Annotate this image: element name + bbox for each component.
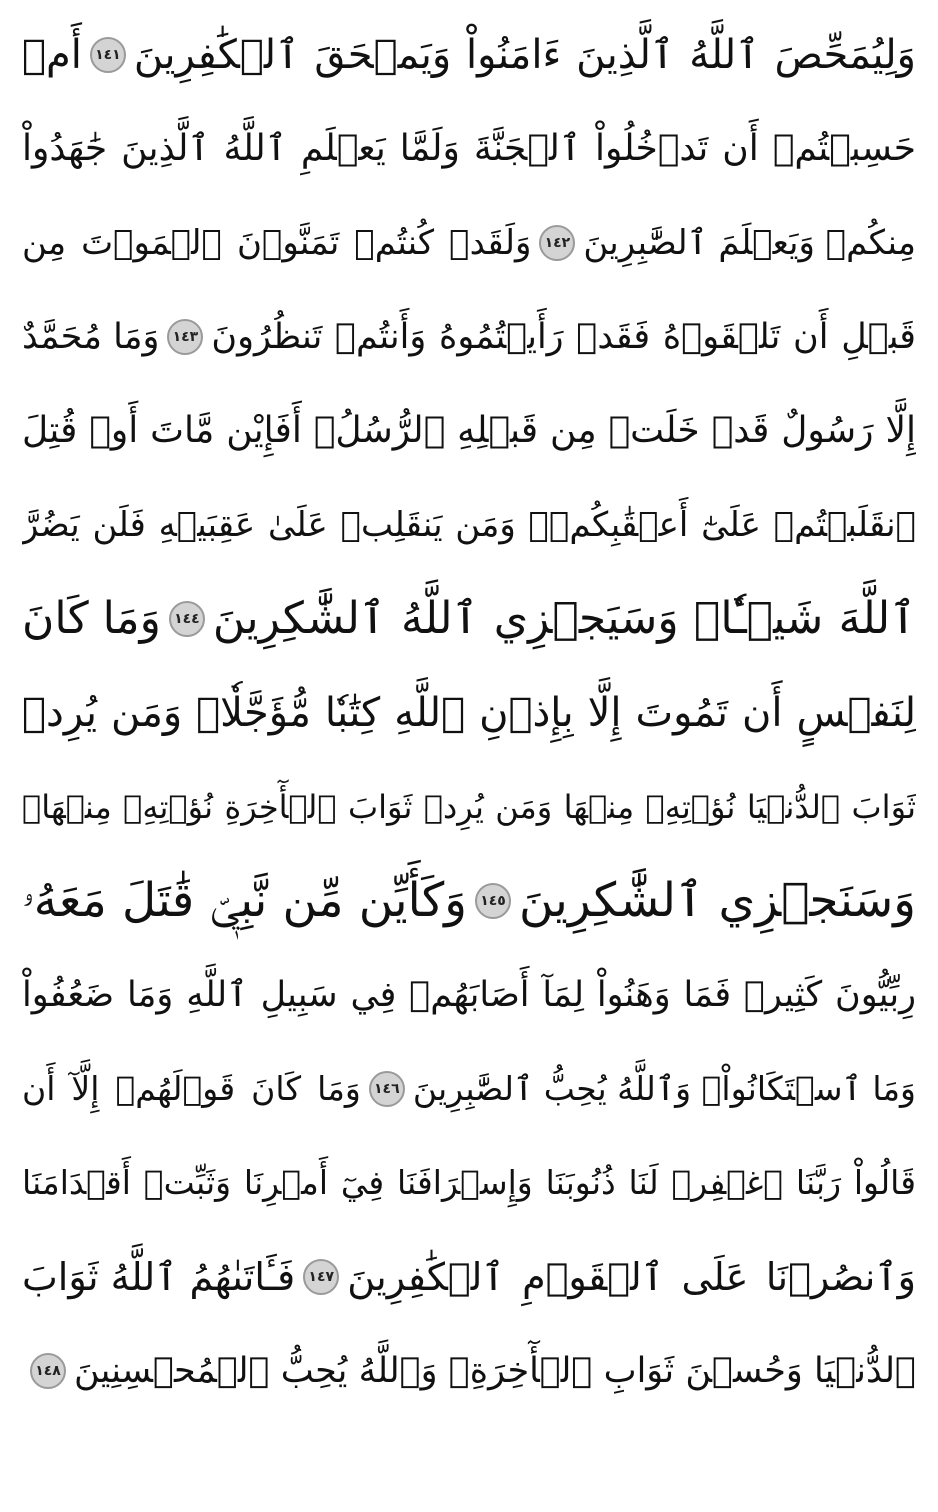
ayah-number-marker: ١٤٤ bbox=[169, 601, 205, 637]
verse-text-after: فَـَٔاتَىٰهُمُ ٱللَّهُ ثَوَابَ bbox=[22, 1255, 296, 1299]
verse-text-after: وَكَأَيِّن مِّن نَّبِيّٖ قَٰتَلَ مَعَهُۥ bbox=[22, 873, 467, 928]
text-line bbox=[22, 1230, 916, 1324]
text-line bbox=[22, 572, 916, 666]
verse-text-after: وَمَا كَانَ قَوۡلَهُمۡ إِلَّآ أَن bbox=[22, 1069, 361, 1108]
ayah-number-marker: ١٤٧ bbox=[303, 1259, 339, 1295]
verse-text: رِبِّيُّونَ كَثِيرٞ فَمَا وَهَنُواْ لِمَآ أَصَابَهُمۡ فِي سَبِيلِ ٱللَّهِ وَمَا ضَعُفُواْ bbox=[22, 975, 916, 1015]
verse-text: ٱللَّهَ شَيۡـٔٗاۗ وَسَيَجۡزِي ٱللَّهُ ٱلشَّٰكِرِينَ bbox=[212, 593, 916, 644]
text-line bbox=[22, 196, 916, 290]
verse-text: وَلِيُمَحِّصَ ٱللَّهُ ٱلَّذِينَ ءَامَنُواْ وَيَمۡحَقَ ٱلۡكَٰفِرِينَ bbox=[133, 32, 916, 78]
verse-text-after: أَمۡ bbox=[22, 32, 82, 78]
text-line bbox=[22, 1324, 916, 1418]
verse-text: وَسَنَجۡزِي ٱلشَّٰكِرِينَ bbox=[519, 873, 916, 928]
ayah-number-marker: ١٤٣ bbox=[167, 319, 203, 355]
text-line bbox=[22, 8, 916, 102]
text-line bbox=[22, 666, 916, 760]
verse-text: قَالُواْ رَبَّنَا ٱغۡفِرۡ لَنَا ذُنُوبَنَا وَإِسۡرَافَنَا فِيٓ أَمۡرِنَا وَثَبِّتۡ أَقۡدَامَنَا bbox=[22, 1163, 916, 1202]
text-line bbox=[22, 478, 916, 572]
verse-text: ٱلدُّنۡيَا وَحُسۡنَ ثَوَابِ ٱلۡأٓخِرَةِۗ وَٱللَّهُ يُحِبُّ ٱلۡمُحۡسِنِينَ bbox=[74, 1351, 916, 1391]
text-line bbox=[22, 1042, 916, 1136]
text-line bbox=[22, 854, 916, 948]
ayah-number-marker: ١٤٦ bbox=[369, 1071, 405, 1107]
verse-text: مِنكُمۡ وَيَعۡلَمَ ٱلصَّٰبِرِينَ bbox=[583, 223, 916, 263]
verse-text-after: وَمَا كَانَ bbox=[22, 593, 161, 644]
text-line bbox=[22, 760, 916, 854]
text-line bbox=[22, 384, 916, 478]
verse-text: لِنَفۡسٍ أَن تَمُوتَ إِلَّا بِإِذۡنِ ٱللَّهِ كِتَٰبٗا مُّؤَجَّلٗاۗ وَمَن يُرِدۡ bbox=[22, 690, 916, 736]
verse-text-after: وَلَقَدۡ كُنتُمۡ تَمَنَّوۡنَ ٱلۡمَوۡتَ مِن bbox=[22, 223, 532, 263]
ayah-number-marker: ١٤٨ bbox=[30, 1353, 66, 1389]
ayah-number-marker: ١٤٢ bbox=[539, 225, 575, 261]
ayah-number-marker: ١٤٥ bbox=[475, 883, 511, 919]
verse-text: حَسِبۡتُمۡ أَن تَدۡخُلُواْ ٱلۡجَنَّةَ وَلَمَّا يَعۡلَمِ ٱللَّهُ ٱلَّذِينَ جَٰهَدُواْ bbox=[22, 128, 916, 169]
verse-text: ثَوَابَ ٱلدُّنۡيَا نُؤۡتِهِۦ مِنۡهَا وَمَن يُرِدۡ ثَوَابَ ٱلۡأٓخِرَةِ نُؤۡتِهِۦ مِنۡهَاۚ bbox=[22, 788, 916, 826]
verse-text: قَبۡلِ أَن تَلۡقَوۡهُ فَقَدۡ رَأَيۡتُمُوهُ وَأَنتُمۡ تَنظُرُونَ bbox=[211, 317, 916, 357]
verse-text: وَمَا ٱسۡتَكَانُواْۗ وَٱللَّهُ يُحِبُّ ٱلصَّٰبِرِينَ bbox=[412, 1069, 916, 1108]
text-line bbox=[22, 948, 916, 1042]
text-line bbox=[22, 102, 916, 196]
verse-text: وَٱنصُرۡنَا عَلَى ٱلۡقَوۡمِ ٱلۡكَٰفِرِينَ bbox=[347, 1255, 916, 1299]
verse-text: ٱنقَلَبۡتُمۡ عَلَىٰٓ أَعۡقَٰبِكُمۡۚ وَمَن يَنقَلِبۡ عَلَىٰ عَقِبَيۡهِ فَلَن يَضُرَّ bbox=[22, 505, 916, 545]
verse-text: إِلَّا رَسُولٌ قَدۡ خَلَتۡ مِن قَبۡلِهِ ٱلرُّسُلُۚ أَفَإِيْن مَّاتَ أَوۡ قُتِلَ bbox=[22, 410, 916, 451]
text-line bbox=[22, 290, 916, 384]
verse-text-after: وَمَا مُحَمَّدٌ bbox=[22, 317, 160, 357]
ayah-number-marker: ١٤١ bbox=[90, 37, 126, 73]
text-line bbox=[22, 1136, 916, 1230]
